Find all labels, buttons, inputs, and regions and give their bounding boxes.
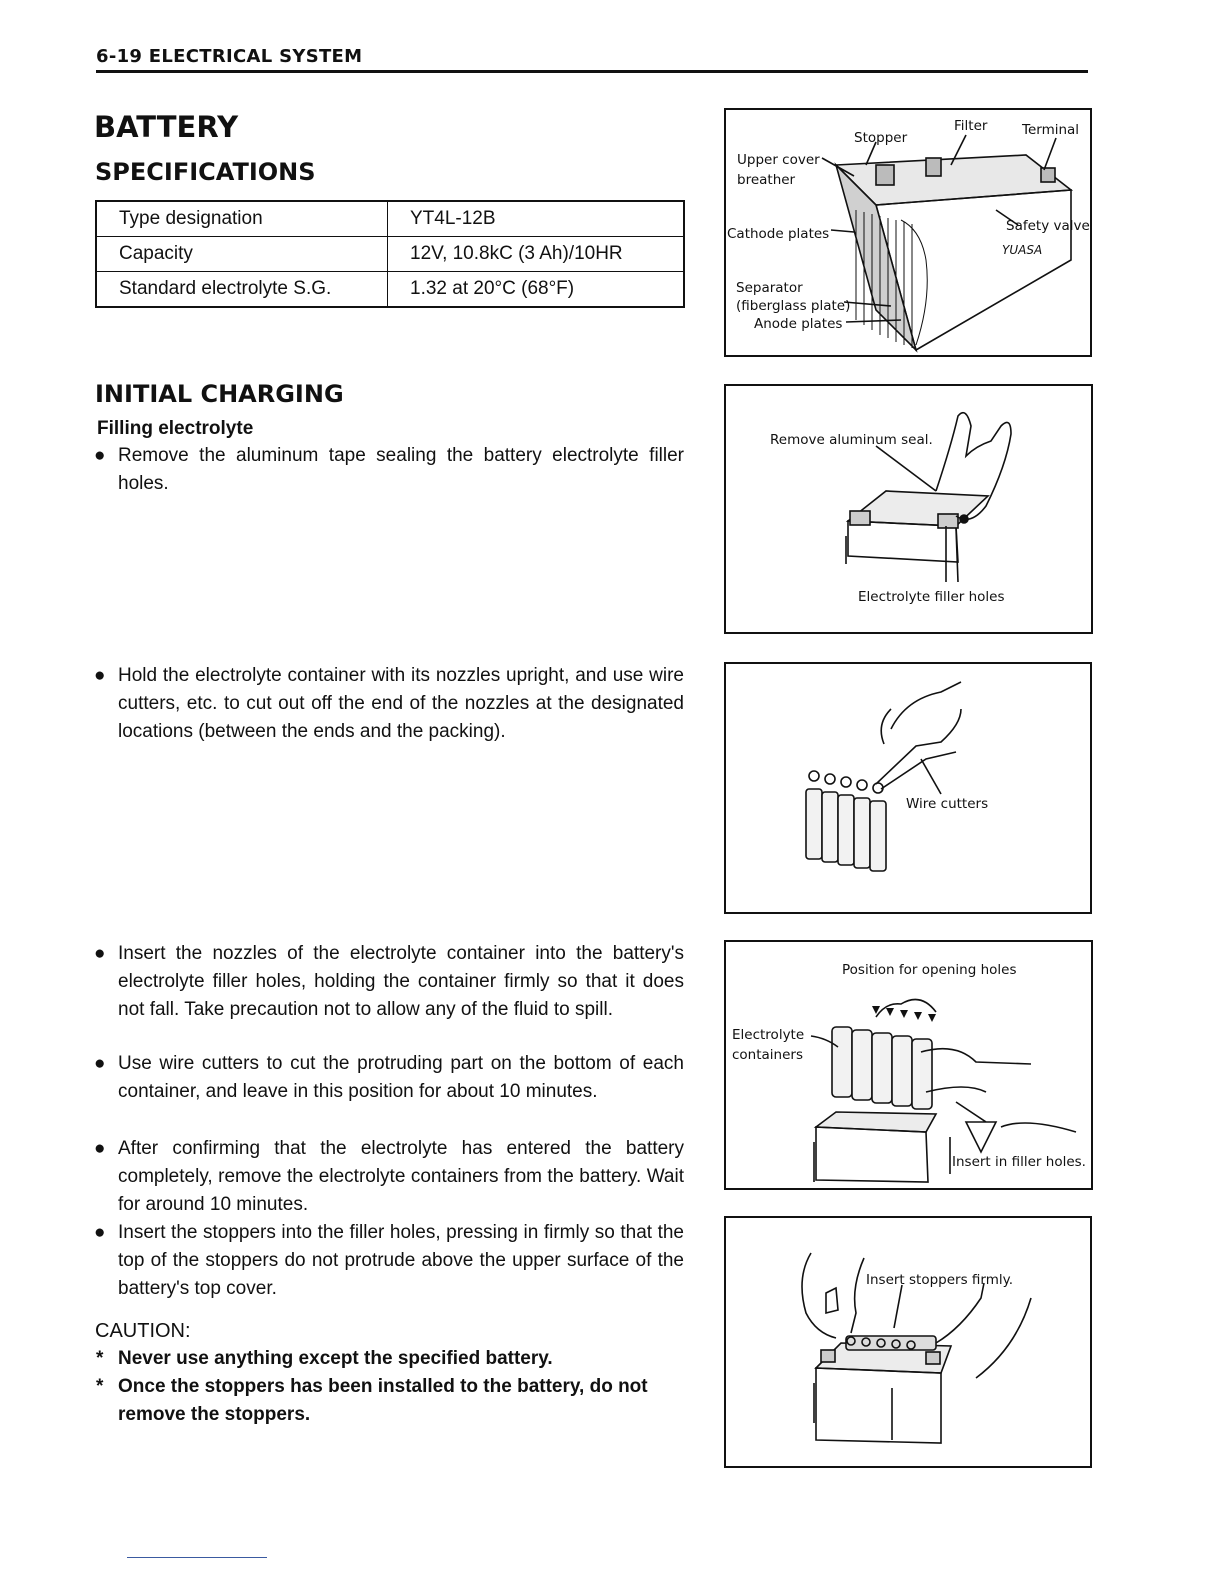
label-upper-cover: Upper cover: [737, 152, 820, 168]
label-terminal: Terminal: [1022, 122, 1080, 138]
label-position: Position for opening holes: [842, 962, 1017, 978]
spec-label: Standard electrolyte S.G.: [96, 272, 388, 308]
spec-heading: SPECIFICATIONS: [95, 158, 316, 186]
cut-nozzles-illustration: [726, 664, 1090, 912]
initial-charging-heading: INITIAL CHARGING: [95, 380, 344, 408]
spec-label: Capacity: [96, 237, 388, 272]
label-remove-seal: Remove aluminum seal.: [770, 432, 933, 448]
list-item: [94, 1050, 684, 1106]
spec-value: YT4L-12B: [388, 201, 685, 237]
remove-seal-illustration: [726, 386, 1091, 632]
cut-nozzles-figure: [724, 662, 1092, 914]
table-row: [96, 237, 684, 272]
asterisk-icon: *: [96, 1376, 104, 1397]
label-insert: Insert in filler holes.: [952, 1154, 1086, 1170]
section-title: BATTERY: [94, 110, 239, 144]
header-title: 6-19 ELECTRICAL SYSTEM: [96, 46, 363, 67]
bullet-text: Hold the electrolyte container with its nozzles upright, and use wire cutters, etc. to cut out off the end of the nozzles at the designated locations (between the ends and the packing).: [118, 665, 684, 742]
label-fiberglass: (fiberglass plate): [736, 298, 851, 314]
insert-stoppers-illustration: [726, 1218, 1090, 1466]
list-item: [94, 940, 684, 1024]
label-breather: breather: [737, 172, 796, 188]
bullet-icon: ●: [94, 1053, 106, 1074]
bullet-text: After confirming that the electrolyte has entered the battery completely, remove the electrolyte containers from the battery. Wait for around 10 minutes.: [118, 1138, 684, 1215]
bullet-icon: ●: [94, 665, 106, 686]
remove-seal-figure: [724, 384, 1093, 634]
insert-containers-illustration: [726, 942, 1091, 1188]
bullet-text: Insert the nozzles of the electrolyte container into the battery's electrolyte filler holes, holding the container firmly so that it does not fall. Take precaution not to allow any of the fluid to spill.: [118, 943, 684, 1020]
bullet-icon: ●: [94, 1222, 106, 1243]
spec-value: 1.32 at 20°C (68°F): [388, 272, 685, 308]
page-header: [96, 44, 1088, 73]
label-filter: Filter: [954, 118, 988, 134]
caution-item: [96, 1345, 686, 1373]
label-wire-cutters: Wire cutters: [906, 796, 989, 812]
bullet-text: Insert the stoppers into the filler holes, pressing in firmly so that the top of the stoppers do not protrude above the upper surface of the battery's top cover.: [118, 1222, 684, 1299]
label-separator: Separator: [736, 280, 803, 296]
bullet-text: Use wire cutters to cut the protruding part on the bottom of each container, and leave in this position for about 10 minutes.: [118, 1053, 684, 1102]
bullet-icon: ●: [94, 1138, 106, 1159]
insert-containers-figure: [724, 940, 1093, 1190]
battery-cutaway-figure: [724, 108, 1092, 357]
list-item: [94, 1219, 684, 1303]
list-item: [94, 662, 684, 746]
caution-title: CAUTION:: [95, 1320, 191, 1342]
table-row: [96, 201, 684, 237]
label-anode-plates: Anode plates: [754, 316, 843, 332]
asterisk-icon: *: [96, 1348, 104, 1369]
spec-value: 12V, 10.8kC (3 Ah)/10HR: [388, 237, 685, 272]
spec-table: [95, 200, 685, 308]
label-containers-2: containers: [732, 1047, 804, 1063]
label-containers-1: Electrolyte: [732, 1027, 805, 1043]
footer-rule: [127, 1557, 267, 1558]
spec-label: Type designation: [96, 201, 388, 237]
label-insert-stoppers: Insert stoppers firmly.: [866, 1272, 1013, 1288]
bullet-icon: ●: [94, 943, 106, 964]
caution-text: Never use anything except the specified battery.: [118, 1348, 553, 1369]
battery-cutaway-illustration: [726, 110, 1090, 355]
label-brand: YUASA: [1002, 243, 1043, 257]
list-item: [94, 442, 684, 498]
list-item: [94, 1135, 684, 1219]
table-row: [96, 272, 684, 308]
label-cathode-plates: Cathode plates: [727, 226, 830, 242]
caution-item: [96, 1373, 686, 1429]
bullet-icon: ●: [94, 445, 106, 466]
label-filler-holes: Electrolyte filler holes: [858, 589, 1005, 605]
bullet-text: Remove the aluminum tape sealing the battery electrolyte filler holes.: [118, 445, 684, 494]
filling-electrolyte-subheading: Filling electrolyte: [97, 418, 254, 439]
caution-text: Once the stoppers has been installed to the battery, do not remove the stoppers.: [118, 1376, 648, 1425]
label-stopper: Stopper: [854, 130, 908, 146]
label-safety-valve: Safety valve: [1006, 218, 1090, 234]
insert-stoppers-figure: [724, 1216, 1092, 1468]
